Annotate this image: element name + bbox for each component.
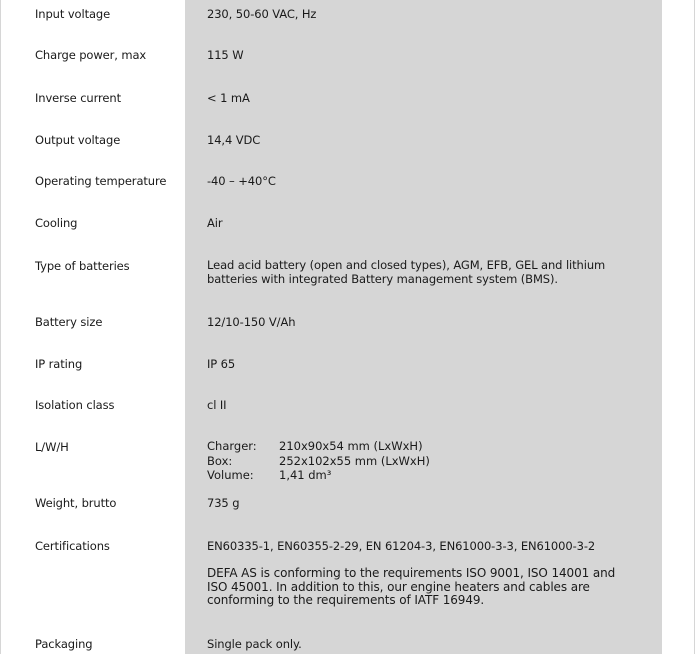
row-value-battery-size: 12/10-150 V/Ah	[207, 315, 296, 329]
row-label-certifications: Certifications	[35, 539, 110, 553]
row-label-weight: Weight, brutto	[35, 496, 117, 510]
row-label-charge-power: Charge power, max	[35, 48, 147, 62]
lwh-volume-row	[207, 468, 430, 483]
lwh-box-key: Box:	[207, 453, 233, 468]
row-label-inverse-current: Inverse current	[35, 91, 121, 105]
row-value-packaging: Single pack only.	[207, 637, 302, 651]
row-value-certifications-note: DEFA AS is conforming to the requirements ISO 9001, ISO 14001 and ISO 45001. In addition to this, our engine heaters and cables are conforming to the requirements of IATF 16949.	[207, 566, 616, 607]
row-value-certifications: EN60335-1, EN60355-2-29, EN 61204-3, EN61000-3-3, EN61000-3-2	[207, 539, 596, 553]
row-label-lwh: L/W/H	[35, 440, 69, 454]
row-value-type-of-batteries: Lead acid battery (open and closed types), AGM, EFB, GEL and lithium batteries with integrated Battery management system (BMS).	[207, 258, 606, 286]
row-label-output-voltage: Output voltage	[35, 133, 121, 147]
row-value-inverse-current: < 1 mA	[207, 91, 250, 105]
lwh-box-row	[207, 454, 430, 469]
row-label-isolation-class: Isolation class	[35, 398, 115, 412]
lwh-charger-value: 210x90x54 mm (LxWxH)	[279, 439, 423, 453]
row-value-output-voltage: 14,4 VDC	[207, 133, 261, 147]
row-value-charge-power: 115 W	[207, 48, 244, 62]
row-value-input-voltage: 230, 50-60 VAC, Hz	[207, 7, 317, 21]
row-value-operating-temperature: -40 – +40°C	[207, 174, 276, 188]
lwh-volume-value: 1,41 dm³	[279, 468, 332, 482]
lwh-volume-key: Volume:	[207, 468, 254, 482]
lwh-charger-row	[207, 439, 430, 454]
lwh-charger-key: Charger:	[207, 439, 257, 453]
row-label-packaging: Packaging	[35, 637, 93, 651]
row-label-battery-size: Battery size	[35, 315, 103, 329]
row-value-lwh	[207, 439, 430, 483]
row-value-ip-rating: IP 65	[207, 357, 236, 371]
lwh-box-value: 252x102x55 mm (LxWxH)	[279, 453, 430, 468]
row-label-input-voltage: Input voltage	[35, 7, 111, 21]
row-value-cooling: Air	[207, 216, 223, 230]
row-label-cooling: Cooling	[35, 216, 78, 230]
row-value-isolation-class: cl II	[207, 398, 227, 412]
row-label-type-of-batteries: Type of batteries	[35, 259, 130, 273]
row-value-weight: 735 g	[207, 496, 240, 510]
row-label-ip-rating: IP rating	[35, 357, 83, 371]
row-label-operating-temperature: Operating temperature	[35, 174, 167, 188]
